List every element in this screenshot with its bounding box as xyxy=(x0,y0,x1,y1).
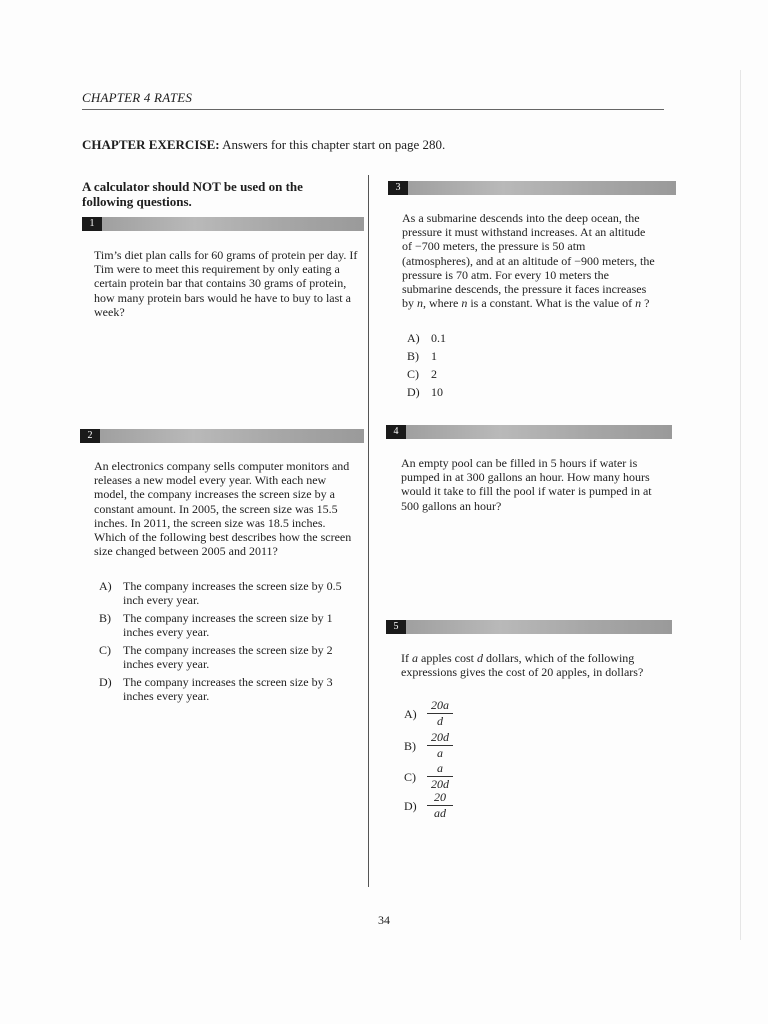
question-5-choice-d[interactable] xyxy=(404,791,484,821)
question-1-bar xyxy=(82,217,364,231)
question-3-choice-c[interactable] xyxy=(407,367,507,381)
choice-letter: A) xyxy=(407,331,420,345)
question-5-choice-c[interactable] xyxy=(404,762,484,792)
fraction-numerator: 20 xyxy=(434,790,446,804)
fraction-numerator: a xyxy=(437,761,443,775)
question-2-choice-d[interactable] xyxy=(99,675,363,705)
fraction-denominator: 20d xyxy=(431,777,449,791)
chapter-exercise-line xyxy=(82,137,445,153)
question-3-number: 3 xyxy=(388,181,408,195)
choice-text: 10 xyxy=(431,385,443,399)
choice-letter: C) xyxy=(99,643,111,657)
question-2-choice-c[interactable] xyxy=(99,643,363,673)
choice-letter: D) xyxy=(407,385,420,399)
chapter-header: CHAPTER 4 RATES xyxy=(82,90,193,105)
question-5-text-part: If xyxy=(401,651,412,665)
choice-text: The company increases the screen size by 3 inches every year. xyxy=(123,675,333,703)
question-2-text: An electronics company sells computer monitors and releases a new model every year. With each new model, the company increases the screen size by a constant amount. In 2005, the screen size was 15.5 inches. In 2011, the screen size was 18.5 inches. Which of the following best describes how the screen size changed between 2005 and 2011? xyxy=(94,459,352,559)
page-edge-line xyxy=(740,70,741,940)
question-3-text xyxy=(402,211,658,310)
fraction-numerator: 20d xyxy=(431,730,449,744)
question-2-choice-b[interactable] xyxy=(99,611,363,641)
choice-letter: B) xyxy=(99,611,111,625)
fraction xyxy=(427,731,453,760)
choice-text: 2 xyxy=(431,367,437,381)
variable-a: a xyxy=(412,651,418,665)
fraction-denominator: d xyxy=(437,714,443,728)
choice-letter: C) xyxy=(407,367,419,381)
question-4-text: An empty pool can be filled in 5 hours if water is pumped in at 300 gallons an hour. How many hours would it take to fill the pool if water is pumped in at 500 gallons an hour? xyxy=(401,456,652,513)
question-2-bar xyxy=(80,429,364,443)
question-3-bar xyxy=(388,181,676,195)
choice-letter: A) xyxy=(99,579,112,593)
question-1-number: 1 xyxy=(82,217,102,231)
exercise-text: Answers for this chapter start on page 280. xyxy=(219,137,446,152)
question-2-choice-a[interactable] xyxy=(99,579,363,609)
question-3-text-part: ? xyxy=(641,296,650,311)
choice-letter: B) xyxy=(407,349,419,363)
exercise-label: CHAPTER EXERCISE: xyxy=(82,137,220,152)
question-3-choice-d[interactable] xyxy=(407,385,507,399)
question-3-text-part: , where xyxy=(423,296,462,311)
question-2-number: 2 xyxy=(80,429,100,443)
choice-text: 1 xyxy=(431,349,437,363)
page-number: 34 xyxy=(378,913,390,927)
choice-text: The company increases the screen size by 0.5 inch every year. xyxy=(123,579,342,607)
question-3-choice-b[interactable] xyxy=(407,349,507,363)
question-4-bar xyxy=(386,425,672,439)
choice-letter: A) xyxy=(404,707,417,721)
question-5-choice-b[interactable] xyxy=(404,731,484,761)
question-1-text: Tim’s diet plan calls for 60 grams of protein per day. If Tim were to meet this requirement by only eating a certain protein bar that contains 30 grams of protein, how many protein bars would he have to buy to last a week? xyxy=(94,248,358,319)
variable-n: n xyxy=(635,296,642,311)
question-5-text xyxy=(401,651,663,679)
question-5-text-part: dollars, which of the following expressions gives the cost of 20 apples, in dollars? xyxy=(401,651,644,680)
choice-text: The company increases the screen size by 1 inches every year. xyxy=(123,611,333,639)
variable-d: d xyxy=(477,651,483,665)
variable-n: n xyxy=(461,296,468,311)
fraction-denominator: a xyxy=(437,746,443,760)
question-5-number: 5 xyxy=(386,620,406,634)
choice-letter: B) xyxy=(404,739,416,753)
question-3-choice-a[interactable] xyxy=(407,331,507,345)
calculator-instruction: A calculator should NOT be used on the following questions. xyxy=(82,179,303,209)
question-5-text-part: apples cost xyxy=(418,651,477,665)
question-3-text-part: As a submarine descends into the deep ocean, the pressure it must withstand increases. At an altitude of −700 meters, the pressure is 50 atm (atmospheres), and at an altitude of −900 meters, the pressure is 70 atm. For every 10 meters the submarine descends, the pressure it faces increases by xyxy=(402,211,655,311)
question-3-text-part: is a constant. What is the value of xyxy=(467,296,636,311)
question-4-number: 4 xyxy=(386,425,406,439)
fraction xyxy=(427,791,453,820)
fraction xyxy=(427,762,453,791)
choice-text: The company increases the screen size by 2 inches every year. xyxy=(123,643,333,671)
fraction-numerator: 20a xyxy=(431,698,449,712)
choice-letter: C) xyxy=(404,770,416,784)
fraction xyxy=(427,699,453,728)
choice-text: 0.1 xyxy=(431,331,446,345)
question-5-bar xyxy=(386,620,672,634)
choice-letter: D) xyxy=(99,675,112,689)
column-divider xyxy=(368,175,369,887)
variable-n: n xyxy=(417,296,423,311)
fraction-denominator: ad xyxy=(434,806,446,820)
choice-letter: D) xyxy=(404,799,417,813)
question-5-choice-a[interactable] xyxy=(404,699,484,729)
header-rule xyxy=(82,109,664,110)
